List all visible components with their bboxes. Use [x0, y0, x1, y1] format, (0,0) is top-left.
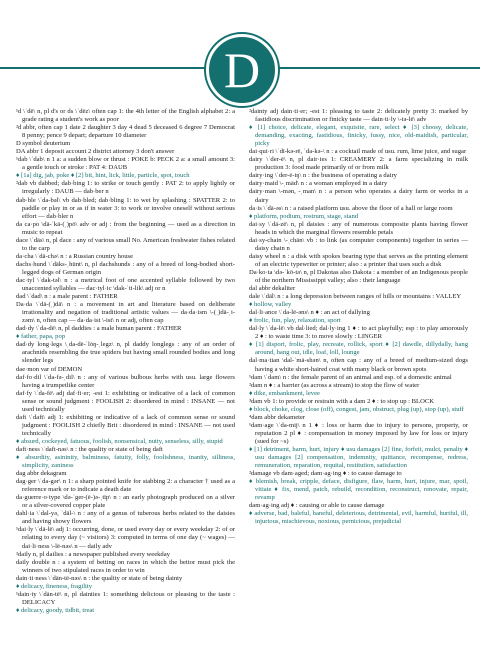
- dictionary-entry: dale \ˈdāl\ n : a long depression between ranges of hills or mountains : VALLEY: [249, 293, 462, 301]
- dictionary-entry: Da·da \ˈdä-(ˌ)dä\ n : a movement in art and literature based on deliberate irrationality and negation of traditional artistic values — da·da·ism \-(ˌ)dä-ˌi-zəm\ n, often cap — da·da·ist \-ist\ n or adj, often cap: [16, 301, 235, 325]
- dictionary-entry: dad·dy \ˈda-dē\ n, pl daddies : a male human parent : FATHER: [16, 325, 182, 333]
- dictionary-entry: daft \ˈdaft\ adj 1: exhibiting or indicative of a lack of common sense or sound judgment : FOOLISH 2 chiefly Brit : disordered in mind : INSANE — not used technically: [16, 413, 235, 437]
- dictionary-entry: dahl·ia \ˈdal-yə, ˈdäl-\ n : any of a genus of tuberous herbs related to the daisies and having showy flowers: [16, 510, 235, 526]
- dictionary-entry: ²damage vb dam·aged; dam·ag·ing ♦ : to cause damage to: [249, 470, 402, 478]
- dictionary-entry: dairy \ˈder-ē\ n, pl dair·ies 1: CREAMERY 2: a farm specializing in milk production 3: food made primarily of or from milk: [249, 156, 468, 172]
- dictionary-entry: ²daily n, pl dailies : a newspaper published every weekday: [16, 550, 170, 558]
- dictionary-entry: dad \ˈdad\ n : a male parent : FATHER: [16, 293, 118, 301]
- dictionary-entry: daft·ness \ˈdaft-nəs\ n : the quality or state of being daft: [16, 445, 163, 453]
- section-letter: D: [223, 42, 261, 98]
- synonym-line: ♦ frolic, fun, play, relaxation, sport: [249, 317, 341, 325]
- synonym-line: ♦ [1] disport, frolic, play, recreate, rollick, sport ♦ [2] dawdle, dillydally, hang around, hang out, idle, loaf, loll, lounge: [249, 341, 468, 357]
- dictionary-entry: ¹dai·ly \ˈdā-lē\ adj 1: occurring, done, or used every day or every weekday 2: of or relating to every day (~ visitors) 3: computed in terms of one day (~ wages) — dai·li·ness \-lē-nəs\ n — daily adv: [16, 526, 235, 550]
- dictionary-entry: dad·dy long·legs \ˌda-dē-ˈlȯŋ-ˌlegz\ n, pl daddy longlegs : any of an order of arachnids resembling the true spiders but having small rounded bodies and long slender legs: [16, 341, 235, 365]
- dictionary-entry: dai·sy \ˈdā-zē\ n, pl daisies : any of numerous composite plants having flower heads in which the marginal flowers resemble petals: [249, 220, 468, 236]
- synonym-line: ♦ hollow, valley: [249, 301, 292, 309]
- synonym-line: ♦ adverse, bad, baleful, baneful, deleterious, detrimental, evil, harmful, hurtful, ill, injurious, mischievous, noxious, pernicious, prejudicial: [249, 510, 468, 526]
- right-column: [249, 108, 468, 642]
- dictionary-entry: daisy wheel n : a disk with spokes bearing type that serves as the printing element of an electric typewriter or printer; also : a printer that uses such a disk: [249, 252, 468, 268]
- dictionary-entry: ¹dain·ty \ˈdān-tē\ n, pl dainties 1: something delicious or pleasing to the taste : DELICACY: [16, 590, 235, 606]
- dictionary-entry: dag·ger \ˈda-gər\ n 1: a sharp pointed knife for stabbing 2: a character † used as a reference mark or to indicate a death date: [16, 478, 235, 494]
- dictionary-entry: dal·li·ance \ˈda-lē-əns\ n ♦ : an act of dallying: [249, 309, 370, 317]
- dictionary-page: [16, 108, 468, 642]
- dictionary-entry: dachs·hund \ˈdäks-ˌhünt\ n, pl dachshunds : any of a breed of long-bodied short-legged dogs of German origin: [16, 260, 235, 276]
- dictionary-entry: ¹dam·age \ˈda-mij\ n 1 ♦ : loss or harm due to injury to persons, property, or reputation 2 pl ♦ : compensation in money imposed by law for loss or injury (sued for ~s): [249, 421, 468, 445]
- dictionary-entry: dairy·maid \-ˌmād\ n : a woman employed in a dairy: [249, 180, 388, 188]
- dictionary-entry: dag abbr dekagram: [16, 470, 67, 478]
- dictionary-entry: dairy·man \-mən, -ˌman\ n : a person who operates a dairy farm or works in a dairy: [249, 188, 468, 204]
- dictionary-entry: dal·ma·tian \dal-ˈmā-shən\ n, often cap : any of a breed of medium-sized dogs having a white short-haired coat with many black or brown spots: [249, 357, 468, 373]
- dictionary-entry: dal·ly \ˈda-lē\ vb dal·lied; dal·ly·ing 1 ♦ : to act playfully; esp : to play amorously 2 ♦ : to waste time 3: to move slowly : LINGER: [249, 325, 468, 341]
- dictionary-entry: da·cha \ˈdä-chə\ n : a Russian country house: [16, 252, 134, 260]
- dictionary-entry: daily double n : a system of betting on races in which the bettor must pick the winners of two stipulated races in order to win: [16, 558, 235, 574]
- dictionary-entry: ³dam vb 1: to provide or restrain with a dam 2 ♦ : to stop up : BLOCK: [249, 397, 434, 405]
- dictionary-entry: dab·ble \ˈda-bəl\ vb dab·bled; dab·bling 1: to wet by splashing : SPATTER 2: to paddle or play in or as if in water 3: to work or involve oneself without serious effort — dab·bler n: [16, 196, 235, 220]
- dictionary-entry: D symbol deuterium: [16, 140, 71, 148]
- dictionary-entry: dai·qui·ri \ˈdī-kə-rē, ˈda-kə-\ n : a cocktail made of usu. rum, lime juice, and sugar: [249, 148, 467, 156]
- left-column: [16, 108, 235, 642]
- synonym-line: ♦ dike, embankment, levee: [249, 389, 320, 397]
- dictionary-entry: da ca·po \dä-ˈkä-(ˌ)pō\ adv or adj : from the beginning — used as a direction in music to repeat: [16, 220, 235, 236]
- dictionary-entry: dac·tyl \ˈdak-təl\ n : a metrical foot of one accented syllable followed by two unaccented syllables — dac·tyl·ic \dak-ˈti-lik\ adj or n: [16, 276, 235, 293]
- dictionary-entry: ⁴dam abbr dekameter: [249, 413, 306, 421]
- dictionary-entry: dal abbr dekaliter: [249, 285, 296, 293]
- synonym-line: ♦ [1a] dig, jab, poke ♦ [2] bit, hint, lick, little, particle, spot, touch: [16, 172, 190, 180]
- synonym-line: ♦ [1] detriment, harm, hurt, injury ♦ usu damages [2] fine, forfeit, mulct, penalty ♦ usu damages [2] compensation, indemnity, quittance, recompense, redress, remuneration, reparation, requital, restitution, satisfaction: [249, 445, 468, 470]
- synonym-line: ♦ father, papa, pop: [16, 333, 66, 341]
- dictionary-entry: ²dainty adj dain·ti·er; -est 1: pleasing to taste 2: delicately pretty 3: marked by fastidious discrimination or finicky taste — dain·ti·ly \-tə-lē\ adv: [249, 108, 468, 124]
- section-letter-badge: [206, 34, 278, 106]
- dictionary-entry: Da·ko·ta \də-ˈkō-tə\ n, pl Dakotas also Dakota : a member of an Indigenous people of the northern Mississippi valley; also : their language: [249, 268, 468, 284]
- synonym-line: ♦ absurd, cockeyed, fatuous, foolish, nonsensical, nutty, senseless, silly, stupid: [16, 437, 223, 445]
- synonym-line: ♦ block, choke, clog, close (off), congest, jam, obstruct, plug (up), stop (up), stuff: [249, 405, 464, 413]
- dictionary-entry: ²dam n ♦ : a barrier (as across a stream) to stop the flow of water: [249, 381, 420, 389]
- dictionary-entry: dai·sy-chain \-ˌchān\ vb : to link (as computer components) together in series — daisy chain n: [249, 236, 468, 252]
- synonym-line: ♦ platform, podium, rostrum, stage, stand: [249, 212, 359, 220]
- synonym-line: ♦ [1] choice, delicate, elegant, exquisite, rare, select ♦ [3] choosy, delicate, demanding, exacting, fastidious, finicky, fussy, nice, old-maidish, particular, picky: [249, 124, 468, 148]
- dictionary-entry: da·is \ˈdā-əs\ n : a raised platform usu. above the floor of a hall or large room: [249, 204, 453, 212]
- synonym-line: ♦ absurdity, asininity, balminess, fatuity, folly, foolishness, inanity, silliness, simplicity, zaniness: [16, 454, 235, 470]
- dictionary-entry: dace \ˈdās\ n, pl dace : any of various small No. American freshwater fishes related to the carp: [16, 236, 235, 252]
- dictionary-entry: dairy·ing \ˈder-ē-iŋ\ n : the business of operating a dairy: [249, 172, 397, 180]
- dictionary-entry: da·guerre·o·type \də-ˈger-(ē-)ə-ˌtīp\ n : an early photograph produced on a silver or a silver-covered copper plate: [16, 494, 235, 510]
- synonym-line: ♦ delicacy, fineness, fragility: [16, 582, 92, 590]
- synonym-line: ♦ delicacy, goody, tidbit, treat: [16, 606, 95, 614]
- dictionary-entry: daf·fo·dil \ˈda-fə-ˌdil\ n : any of various bulbous herbs with usu. large flowers having a trumpetlike center: [16, 373, 235, 389]
- dictionary-entry: DA abbr 1 deposit account 2 district attorney 3 don't answer: [16, 148, 175, 156]
- dictionary-entry: ²dab vb dabbed; dab·bing 1: to strike or touch gently : PAT 2: to apply lightly or irregularly : DAUB — dab·ber n: [16, 180, 235, 196]
- dictionary-entry: dae·mon var of DEMON: [16, 365, 83, 373]
- dictionary-entry: ¹dam \ˈdam\ n : the female parent of an animal and esp. of a domestic animal: [249, 373, 452, 381]
- dictionary-entry: dam·ag·ing adj ♦ : causing or able to cause damage: [249, 502, 385, 510]
- dictionary-entry: ¹dab \ˈdab\ n 1 a: a sudden blow or thrust : POKE b: PECK 2 a: a small amount 3: a gentle touch or stroke : PAT 4: DAUB: [16, 156, 235, 172]
- dictionary-entry: ²d abbr, often cap 1 date 2 daughter 3 day 4 dead 5 deceased 6 degree 7 Democrat 8 penny; pence 9 depart; departure 10 diameter: [16, 124, 235, 140]
- dictionary-entry: dain·ti·ness \ˈdān-tē-nəs\ n : the quality or state of being dainty: [16, 574, 183, 582]
- dictionary-entry: daf·fy \ˈda-fē\ adj daf·fi·er; -est 1: exhibiting or indicative of a lack of common sense or sound judgment : FOOLISH 2: disordered in mind : INSANE — not used technically: [16, 389, 235, 413]
- dictionary-entry: ¹d \ˈdē\ n, pl d's or ds \ˈdēz\ often cap 1: the 4th letter of the English alphabet 2: a grade rating a student's work as poor: [16, 108, 235, 124]
- synonym-line: ♦ blemish, break, cripple, deface, disfigure, flaw, harm, hurt, injure, mar, spoil, vitiate ♦ fix, mend, patch, rebuild, recondition, reconstruct, renovate, repair, revamp: [249, 478, 468, 502]
